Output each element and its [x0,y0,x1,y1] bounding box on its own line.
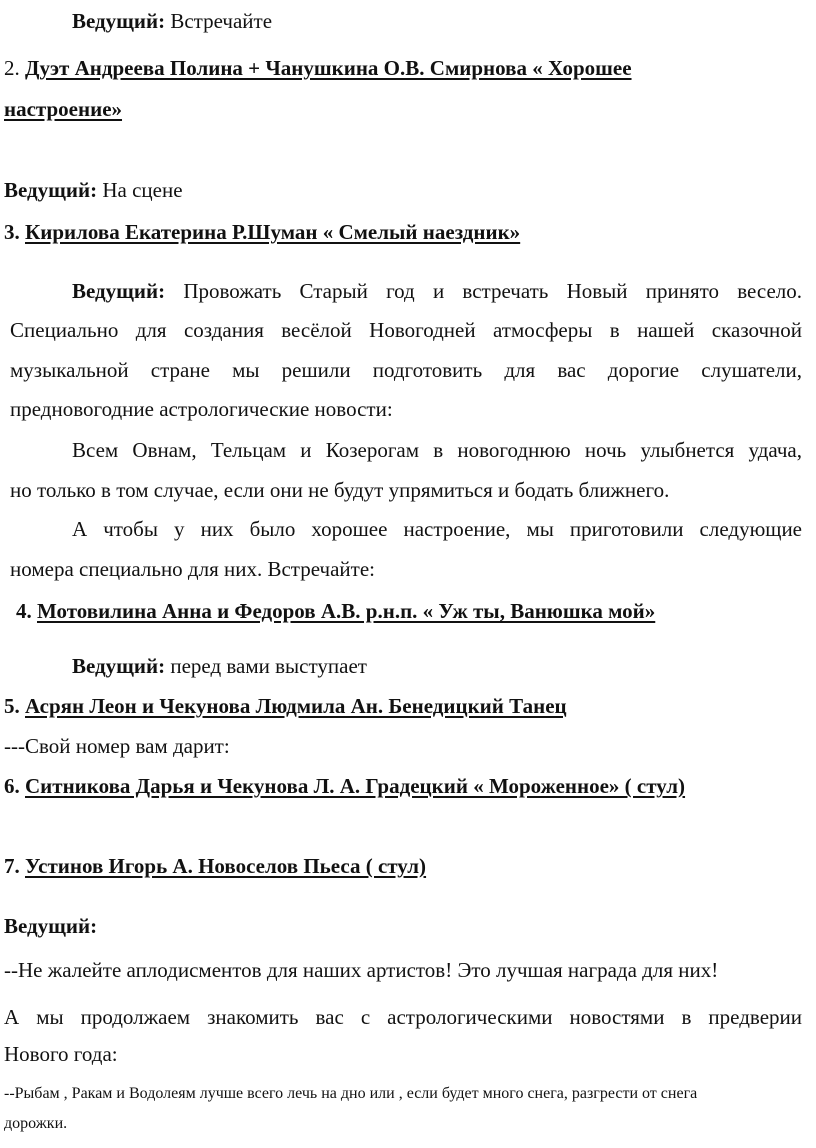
paragraph-line: А чтобы у них было хорошее настроение, мы приготовили следующие [72,517,802,541]
item-title: Ситникова Дарья и Чекунова Л. А. Градецкий « Мороженное» ( стул) [25,774,686,798]
paragraph-line: А мы продолжаем знакомить вас с астрологическими новостями в предверии [4,1005,802,1029]
host-text: перед вами выступает [170,654,367,678]
host-label: Ведущий: [4,178,98,202]
host-line-2 [4,177,183,203]
item-number: 6. [4,774,20,798]
paragraph-line: номера специально для них. Встречайте: [10,557,375,581]
item-title: Асрян Леон и Чекунова Людмила Ан. Бенедицкий Танец [25,694,567,718]
paragraph-line: но только в том случае, если они не будут упрямиться и бодать ближнего. [10,478,670,502]
host-label: Ведущий: [72,654,166,678]
paragraph-line: предновогодние астрологические новости: [10,397,393,421]
program-item-5 [4,693,567,719]
paragraph-text: Провожать Старый год и встречать Новый принято весело. [183,279,803,303]
host-text: На сцене [102,178,183,202]
item-number: 2. [4,56,20,80]
intro-line: ---Свой номер вам дарит: [4,734,230,758]
item-title: Кирилова Екатерина Р.Шуман « Смелый наездник» [25,220,521,244]
item-number: 3. [4,220,20,244]
paragraph-line: музыкальной стране мы решили подготовить для вас дорогие слушатели, [10,358,802,382]
host-line-1 [72,8,272,34]
item-number: 5. [4,694,20,718]
host-label: Ведущий: [72,9,166,33]
paragraph-line: Нового года: [4,1042,118,1066]
item-title: Мотовилина Анна и Федоров А.В. р.н.п. « Уж ты, Ванюшка мой» [37,599,656,623]
paragraph-line: --Рыбам , Ракам и Водолеям лучше всего лечь на дно или , если будет много снега, разгрести от снега [4,1085,698,1102]
paragraph-line: Всем Овнам, Тельцам и Козерогам в новогоднюю ночь улыбнется удача, [72,438,802,462]
item-number: 4. [16,599,32,623]
item-title: Дуэт Андреева Полина + Чанушкина О.В. Смирнова « Хорошее [25,56,632,80]
program-item-3 [4,219,520,245]
paragraph-line: дорожки. [4,1115,68,1132]
host-label-line: Ведущий: [4,914,98,938]
program-item-6 [4,773,685,799]
host-text: Встречайте [170,9,273,33]
host-speech-line: --Не жалейте аплодисментов для наших артистов! Это лучшая награда для них! [4,958,719,982]
item-title: Устинов Игорь А. Новоселов Пьеса ( стул) [25,854,427,878]
program-item-2-cont: настроение» [4,97,123,121]
host-paragraph-line-1 [72,278,802,304]
program-item-2 [4,55,632,81]
program-item-7 [4,853,426,879]
host-label: Ведущий: [72,279,166,303]
item-number: 7. [4,854,20,878]
paragraph-line: Специально для создания весёлой Новогодней атмосферы в нашей сказочной [10,318,802,342]
host-line-3 [72,653,367,679]
program-item-4 [16,598,655,624]
